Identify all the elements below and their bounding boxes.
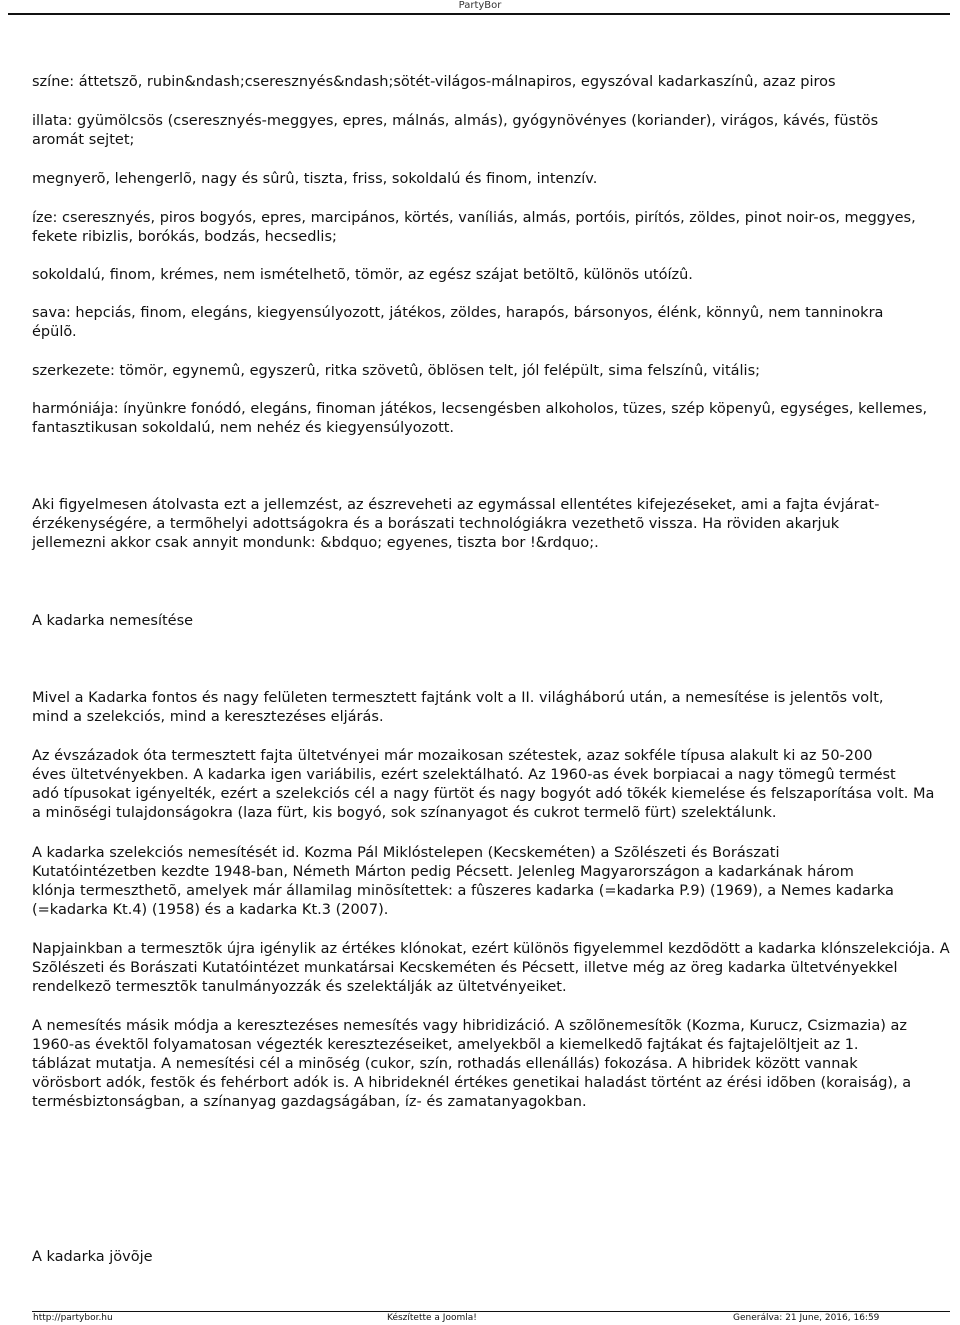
taste-line-2: fekete ribizlis, borókás, bodzás, hecsedlis; [32,229,337,245]
clone-history-line-1: A kadarka szelekciós nemesítését id. Kozma Pál Miklóstelepen (Kecskeméten) a Szõlészeti és Borászati [32,845,780,861]
acidity-line-2: épülõ. [32,324,77,340]
section-heading-breeding: A kadarka nemesítése [32,613,194,629]
hybridization-line-1: A nemesítés másik módja a keresztezéses nemesítés vagy hibridizáció. A szõlõnemesítõk (Kozma, Kurucz, Csizmazia) az [32,1018,907,1034]
aroma-line-1: illata: gyümölcsös (cseresznyés-meggyes, epres, málnás, almás), gyógynövényes (koriander), virágos, kávés, füstös [32,113,879,129]
clone-history-line-2: Kutatóintézetben kezdte 1948-ban, Németh Márton pedig Pécsett. Jelenleg Magyarországon a kadarkának három [32,864,854,880]
harmony-line-1: harmóniája: ínyünkre fonódó, elegáns, finoman játékos, lecsengésben alkoholos, tüzes, szép köpenyû, egységes, kellemes, [32,401,928,417]
finish-line: sokoldalú, finom, krémes, nem ismételhetõ, tömör, az egész szájat betöltõ, különös utóízû. [32,267,693,283]
summary-line-2: érzékenységére, a termõhelyi adottságokra és a borászati technológiákra vezethetõ vissza. Ha röviden akarjuk [32,516,840,532]
footer-divider [32,1311,950,1312]
clone-selection-line-1: Napjainkban a termesztõk újra igénylik az értékes klónokat, ezért különös figyelemmel kezdõdött a kadarka klónszelekciója. A [32,941,950,957]
acidity-line-1: sava: hepciás, finom, elegáns, kiegyensúlyozott, játékos, zöldes, harapós, bársonyos, élénk, könnyû, nem tanninokra [32,305,884,321]
breeding-intro-line-2: mind a szelekciós, mind a keresztezéses eljárás. [32,709,384,725]
harmony-line-2: fantasztikusan sokoldalú, nem nehéz és kiegyensúlyozott. [32,420,455,436]
clone-history-line-4: (=kadarka Kt.4) (1958) és a kadarka Kt.3 (2007). [32,902,389,918]
aroma-line-2: aromát sejtet; [32,132,135,148]
selection-line-1: Az évszázadok óta termesztett fajta ültetvényei már mozaikosan szétestek, azaz sokféle típusa alakult ki az 50-200 [32,748,873,764]
color-line: színe: áttetszõ, rubin&ndash;cseresznyés&ndash;sötét-világos-málnapiros, egyszóval kadarkaszínû, azaz piros [32,74,836,90]
structure-line: szerkezete: tömör, egynemû, egyszerû, ritka szövetû, öblösen telt, jól felépült, sima felszínû, vitális; [32,363,761,379]
section-heading-future: A kadarka jövõje [32,1249,153,1265]
clone-selection-line-2: Szõlészeti és Borászati Kutatóintézet munkatársai Kecskeméten és Pécsett, illetve még az öreg kadarka ültetvényekkel [32,960,898,976]
breeding-intro-line-1: Mivel a Kadarka fontos és nagy felületen termesztett fajtánk volt a II. világháború után, a nemesítése is jelentõs volt, [32,690,884,706]
footer-made-by: Készítette a Joomla! [387,1313,477,1323]
hybridization-line-4: vörösbort adók, festõk és fehérbort adók is. A hibrideknél értékes genetikai haladást történt az érési idõben (koraiság), a [32,1075,912,1091]
page-header-title: PartyBor [458,0,502,11]
clone-selection-line-3: rendelkezõ termesztõk tanulmányozzák és szelektálják az ültetvényeiket. [32,979,567,995]
hybridization-line-5: termésbiztonságban, a színanyag gazdagságában, íz- és zamatanyagokban. [32,1094,587,1110]
summary-line-3: jellemezni akkor csak annyit mondunk: &bdquo; egyenes, tiszta bor !&rdquo;. [32,535,599,551]
selection-line-4: a minõségi tulajdonságokra (laza fürt, kis bogyó, sok színanyagot és cukrot termelõ fürt) szelektálunk. [32,805,777,821]
impression-line: megnyerõ, lehengerlõ, nagy és sûrû, tiszta, friss, sokoldalú és finom, intenzív. [32,171,598,187]
selection-line-2: éves ültetvényekben. A kadarka igen variábilis, ezért szelektálható. Az 1960-as évek borpiacai a nagy tömegû termést [32,767,896,783]
footer-site-link[interactable]: http://partybor.hu [33,1313,113,1323]
footer-generated: Generálva: 21 June, 2016, 16:59 [733,1313,880,1323]
summary-line-1: Aki figyelmesen átolvasta ezt a jellemzést, az észreveheti az egymással ellentétes kifejezéseket, ami a fajta évjárat- [32,497,880,513]
header-divider [8,13,950,15]
clone-history-line-3: klónja termeszthetõ, amelyek már államilag minõsítettek: a fûszeres kadarka (=kadarka P.9) (1969), a Nemes kadarka [32,883,894,899]
taste-line-1: íze: cseresznyés, piros bogyós, epres, marcipános, körtés, vaníliás, almás, portóis, pirítós, zöldes, pinot noir-os, meggyes, [32,210,916,226]
selection-line-3: adó típusokat igényelték, ezért a szelekciós cél a nagy fürtöt és nagy bogyót adó tõkék kiemelése és felszaporítása volt. Ma [32,786,935,802]
hybridization-line-2: 1960-as évektõl folyamatosan végezték keresztezéseiket, amelyekbõl a kiemelkedõ fajtákat és fajtajelöltjeit az 1. [32,1037,859,1053]
hybridization-line-3: táblázat mutatja. A nemesítési cél a minõség (cukor, szín, rothadás ellenállás) fokozása. A hibridek között vannak [32,1056,858,1072]
